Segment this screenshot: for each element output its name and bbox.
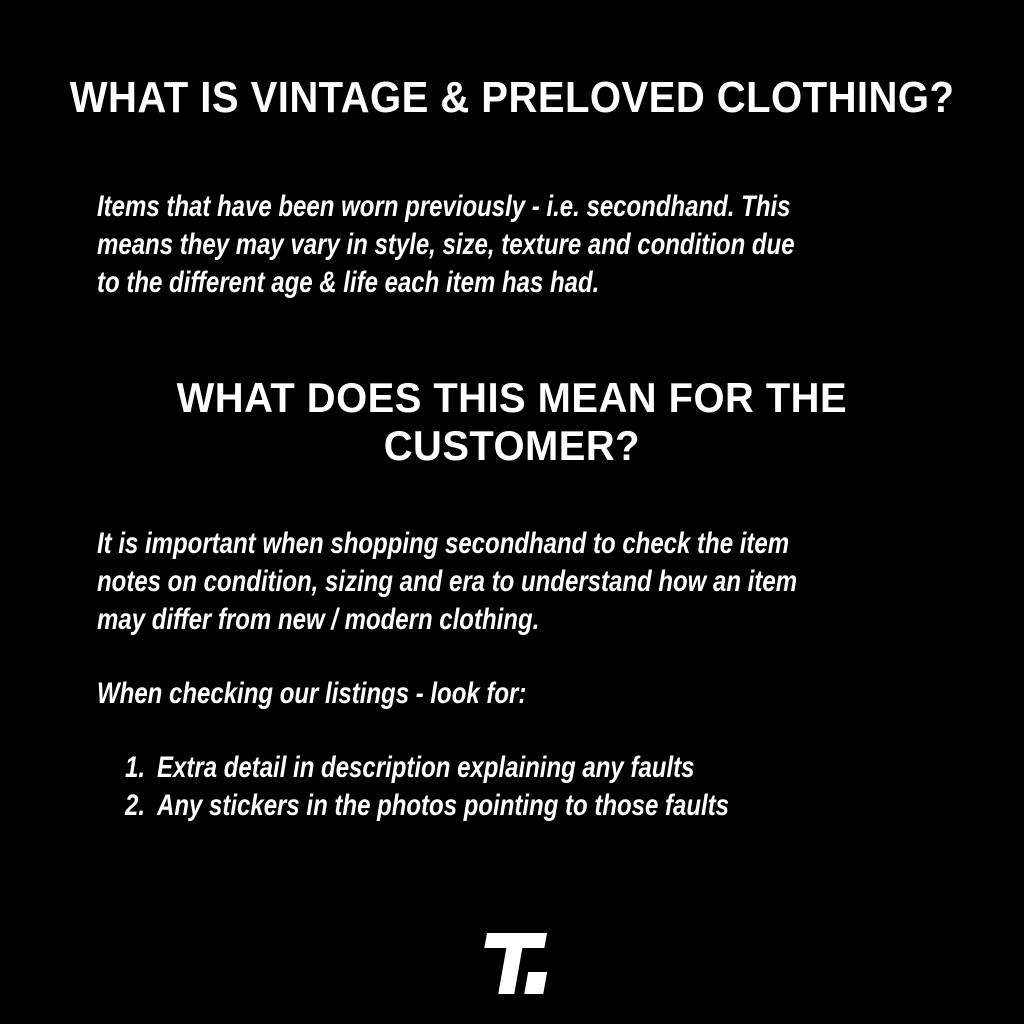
main-heading-text: WHAT IS VINTAGE & PRELOVED CLOTHING? xyxy=(69,73,955,122)
intro-line-2: means they may vary in style, size, texture and condition due xyxy=(97,228,795,261)
list-item-text: Any stickers in the photos pointing to those faults xyxy=(157,789,730,822)
listings-intro-text: When checking our listings - look for: xyxy=(97,677,527,710)
intro-line-1: Items that have been worn previously - i.e. secondhand. This xyxy=(97,190,791,223)
customer-heading xyxy=(0,374,1024,470)
customer-heading-line-2: CUSTOMER? xyxy=(383,422,641,469)
customer-info-line-1: It is important when shopping secondhand to check the item xyxy=(97,527,790,560)
list-item-text: Extra detail in description explaining any faults xyxy=(157,751,695,784)
brand-logo-t-icon xyxy=(473,933,551,995)
list-item xyxy=(125,787,729,825)
list-item-number: 2. xyxy=(125,789,146,822)
customer-info-line-3: may differ from new / modern clothing. xyxy=(97,603,540,636)
intro-paragraph xyxy=(97,188,795,302)
list-item xyxy=(125,749,729,787)
fault-checklist xyxy=(125,749,729,825)
brand-logo xyxy=(0,933,1024,995)
customer-heading-line-1: WHAT DOES THIS MEAN FOR THE xyxy=(176,374,848,421)
intro-line-3: to the different age & life each item has had. xyxy=(97,266,600,299)
customer-info-paragraph xyxy=(97,525,797,639)
main-heading xyxy=(0,73,1024,122)
list-item-number: 1. xyxy=(125,751,146,784)
customer-info-line-2: notes on condition, sizing and era to understand how an item xyxy=(97,565,798,598)
